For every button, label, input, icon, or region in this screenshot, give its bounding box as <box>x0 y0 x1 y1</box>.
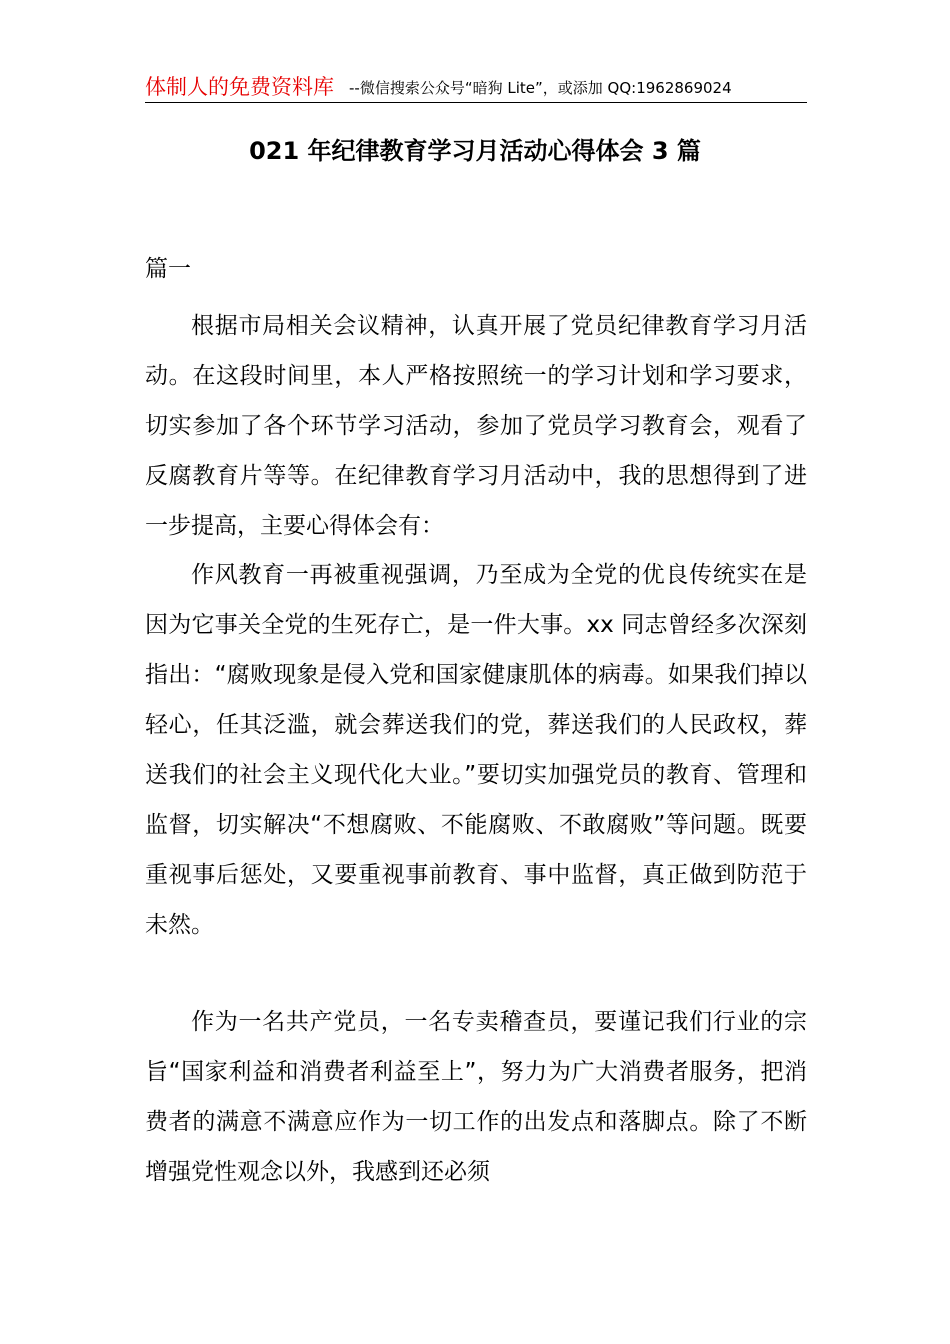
paragraph: 作风教育一再被重视强调，乃至成为全党的优良传统实在是因为它事关全党的生死存亡，是一件大事。xx 同志曾经多次深刻指出：“腐败现象是侵入党和国家健康肌体的病毒。如果我们掉以轻心，任其泛滥，就会葬送我们的党，葬送我们的人民政权，葬送我们的社会主义现代化大业。”要切实加强党员的教育、管理和监督，切实解决“不想腐败、不能腐败、不敢腐败”等问题。既要重视事后惩处，又要重视事前教育、事中监督，真正做到防范于未然。 <box>145 562 807 938</box>
page-header <box>145 72 807 103</box>
section-label: 篇一 <box>145 256 191 282</box>
document-title: 021 年纪律教育学习月活动心得体会 3 篇 <box>249 137 701 165</box>
header-contact-note: --微信搜索公众号“暗狗 Lite”，或添加 QQ:1962869024 <box>349 79 732 97</box>
paragraph: 作为一名共产党员，一名专卖稽查员，要谨记我们行业的宗旨“国家利益和消费者利益至上”，努力为广大消费者服务，把消费者的满意不满意应作为一切工作的出发点和落脚点。除了不断增强党性观念以外，我感到还必须 <box>145 1009 807 1185</box>
header-brand: 体制人的免费资料库 <box>145 75 334 99</box>
paragraph: 根据市局相关会议精神，认真开展了党员纪律教育学习月活动。在这段时间里，本人严格按照统一的学习计划和学习要求，切实参加了各个环节学习活动，参加了党员学习教育会，观看了反腐教育片等等。在纪律教育学习月活动中，我的思想得到了进一步提高，主要心得体会有： <box>145 313 807 539</box>
